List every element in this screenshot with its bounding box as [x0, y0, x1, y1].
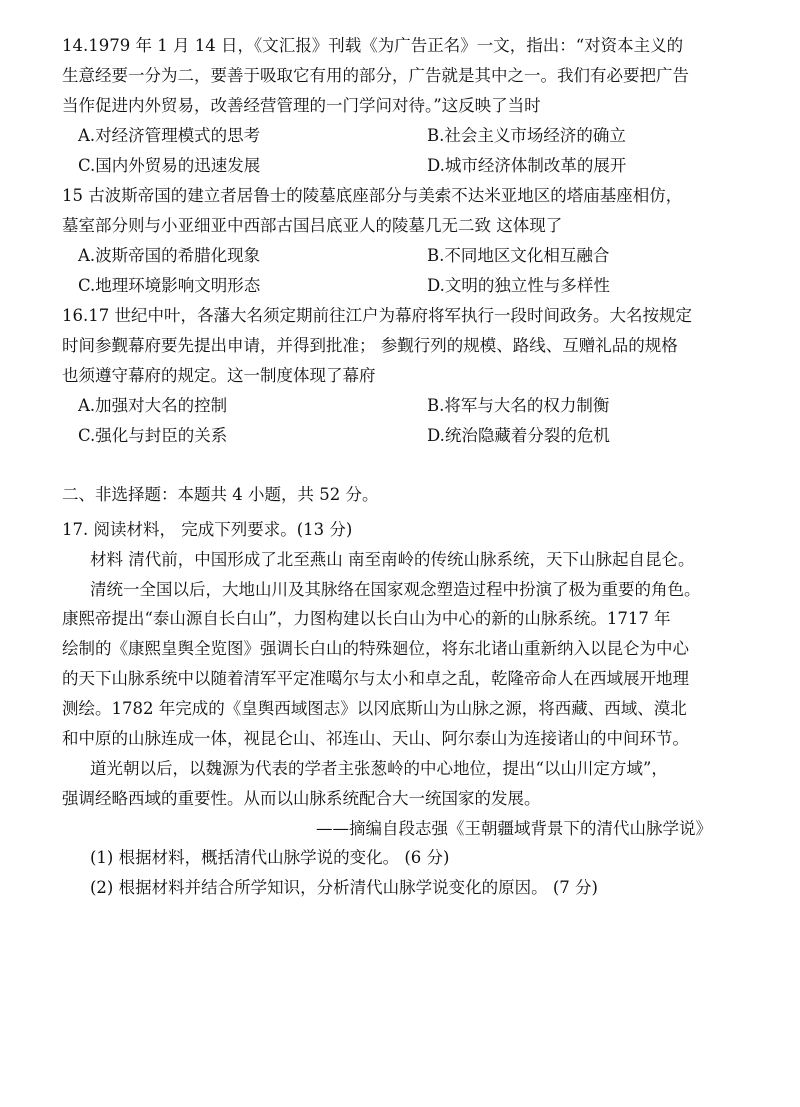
q17-material-line-2: 清统一全国以后，大地山川及其脉络在国家观念塑造过程中扮演了极为重要的角色。	[90, 580, 701, 599]
q14-option-b: B.社会主义市场经济的确立	[427, 126, 626, 145]
q15-stem-line-1: 15 古波斯帝国的建立者居鲁士的陵墓底座部分与美索不达米亚地区的塔庙基座相仿，	[62, 186, 683, 205]
q16-stem-line-1: 16.17 世纪中叶，各藩大名须定期前往江户为幕府将军执行一段时间政务。大名按规定	[62, 306, 692, 325]
q15-stem-line-2: 墓室部分则与小亚细亚中西部古国吕底亚人的陵墓几无二致 这体现了	[62, 216, 563, 235]
q17-material-line-6: 测绘。1782 年完成的《皇舆西域图志》以冈底斯山为山脉之源，将西藏、西域、漠北	[62, 699, 687, 718]
q17-sub-question-1: (1) 根据材料，概括清代山脉学说的变化。 (6 分)	[90, 848, 450, 867]
q14-stem-line-3: 当作促进内外贸易，改善经营管理的一门学问对待。”这反映了当时	[62, 96, 541, 115]
q17-material-line-8: 道光朝以后，以魏源为代表的学者主张葱岭的中心地位，提出“以山川定方域”，	[90, 759, 668, 778]
q15-option-b: B.不同地区文化相互融合	[427, 246, 610, 265]
q16-option-b: B.将军与大名的权力制衡	[427, 396, 610, 415]
q14-option-d: D.城市经济体制改革的展开	[427, 156, 627, 175]
q15-option-d: D.文明的独立性与多样性	[427, 276, 610, 295]
q17-material-line-4: 绘制的《康熙皇舆全览图》强调长白山的特殊廻位，将东北诸山重新纳入以昆仑为中心	[62, 639, 689, 658]
q16-option-c: C.强化与封臣的关系	[78, 426, 228, 445]
q17-material-line-5: 的天下山脉系统中以随着清军平定准噶尔与太小和卓之乱，乾隆帝命人在西域展开地理	[62, 669, 689, 688]
q17-sub-question-2: (2) 根据材料并结合所学知识，分析清代山脉学说变化的原因。 (7 分)	[90, 878, 598, 897]
q17-source-citation: ——摘编自段志强《王朝疆域背景下的清代山脉学说》	[316, 819, 712, 838]
q15-option-c: C.地理环境影响文明形态	[78, 276, 261, 295]
q15-option-a: A.波斯帝国的希腊化现象	[78, 246, 261, 265]
section-2-heading: 二、非选择题：本题共 4 小题，共 52 分。	[62, 485, 379, 504]
q16-stem-line-3: 也须遵守幕府的规定。这一制度体现了幕府	[62, 366, 376, 385]
q16-stem-line-2: 时间参觐幕府要先提出申请，并得到批准； 参觐行列的规模、路线、互赠礼品的规格	[62, 336, 678, 355]
q17-material-line-1: 材料 清代前，中国形成了北至燕山 南至南岭的传统山脉系统，天下山脉起自昆仑。	[90, 550, 695, 569]
q17-intro: 17. 阅读材料， 完成下列要求。(13 分)	[62, 520, 353, 539]
q17-material-line-3: 康熙帝提出“泰山源自长白山”，力图构建以长白山为中心的新的山脉系统。1717 年	[62, 609, 671, 628]
q14-stem-line-2: 生意经要一分为二，要善于吸取它有用的部分，广告就是其中之一。我们有必要把广告	[62, 66, 689, 85]
q17-material-line-7: 和中原的山脉连成一体，视昆仑山、祁连山、天山、阿尔泰山为连接诸山的中间环节。	[62, 729, 689, 748]
q16-option-d: D.统治隐藏着分裂的危机	[427, 426, 610, 445]
q14-stem-line-1: 14.1979 年 1 月 14 日，《文汇报》刊载《为广告正名》一文，指出：“对资本主义的	[62, 36, 684, 55]
q17-material-line-9: 强调经略西域的重要性。从而以山脉系统配合大一统国家的发展。	[62, 789, 541, 808]
q14-option-a: A.对经济管理模式的思考	[78, 126, 261, 145]
q16-option-a: A.加强对大名的控制	[78, 396, 228, 415]
q14-option-c: C.国内外贸易的迅速发展	[78, 156, 261, 175]
